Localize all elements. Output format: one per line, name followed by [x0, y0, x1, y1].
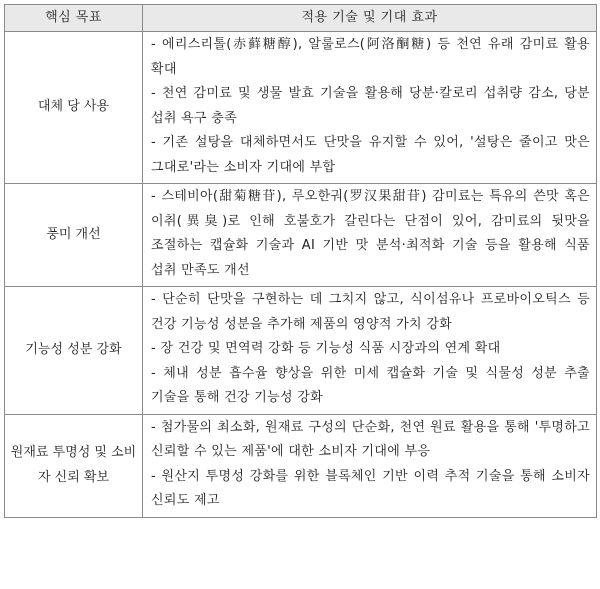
effect-item: - 기존 설탕을 대체하면서도 단맛을 유지할 수 있어, '설탕은 줄이고 맛은 그대로'라는 소비자 기대에 부합 — [151, 135, 590, 175]
effects-cell — [143, 287, 597, 415]
goal-cell: 기능성 성분 강화 — [5, 287, 143, 415]
table-row — [5, 184, 597, 287]
effect-item: - 천연 감미료 및 생물 발효 기술을 활용해 당분·칼로리 섭취량 감소, 당분 섭취 욕구 충족 — [151, 86, 590, 126]
header-effects: 적용 기술 및 기대 효과 — [143, 5, 597, 32]
effect-item: - 장 건강 및 면역력 강화 등 기능성 식품 시장과의 연계 확대 — [151, 341, 501, 356]
effect-item: - 원산지 투명성 강화를 위한 블록체인 기반 이력 추적 기술을 통해 소비자 신뢰도 제고 — [151, 468, 590, 508]
effects-cell — [143, 414, 597, 517]
effect-item: - 첨가물의 최소화, 원재료 구성의 단순화, 천연 원료 활용을 통해 '투명하고 신뢰할 수 있는 제품'에 대한 소비자 기대에 부응 — [151, 419, 590, 459]
effects-cell — [143, 32, 597, 184]
table-row — [5, 414, 597, 517]
effect-item: - 스테비아(甜菊糖苷), 루오한궈(罗汉果甜苷) 감미료는 특유의 쓴맛 혹은 이취(異臭)로 인해 호불호가 갈린다는 단점이 있어, 감미료의 뒷맛을 조절하는 캡슐화 기술과 AI 기반 맛 분석·최적화 기술 등을 활용해 식품 섭취 만족도 개선 — [151, 189, 590, 278]
goal-cell: 원재료 투명성 및 소비자 신뢰 확보 — [5, 414, 143, 517]
goal-cell: 풍미 개선 — [5, 184, 143, 287]
goal-cell: 대체 당 사용 — [5, 32, 143, 184]
table-row — [5, 32, 597, 184]
effect-item: - 에리스리톨(赤藓糖醇), 알룰로스(阿洛酮糖) 등 천연 유래 감미료 활용 확대 — [151, 37, 590, 77]
goals-table — [4, 4, 597, 518]
effect-item: - 단순히 단맛을 구현하는 데 그치지 않고, 식이섬유나 프로바이오틱스 등 건강 기능성 성분을 추가해 제품의 영양적 가치 강화 — [151, 292, 590, 332]
header-goal: 핵심 목표 — [5, 5, 143, 32]
table-header-row — [5, 5, 597, 32]
table-row — [5, 287, 597, 415]
effect-item: - 체내 성분 흡수율 향상을 위한 미세 캡슐화 기술 및 식물성 성분 추출 기술을 통해 건강 기능성 강화 — [151, 365, 590, 405]
effects-cell — [143, 184, 597, 287]
